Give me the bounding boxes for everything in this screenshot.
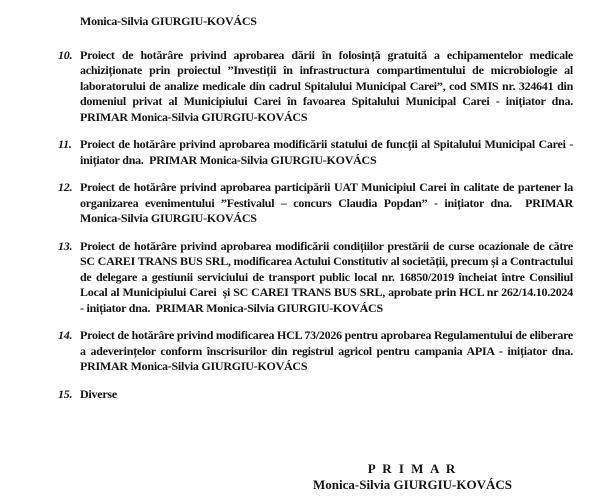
agenda-item-13 bbox=[58, 238, 579, 317]
agenda-item-text: Diverse bbox=[80, 386, 117, 401]
continuation-line: Monica-Silvia GIURGIU-KOVÁCS bbox=[80, 14, 257, 28]
agenda-item-11 bbox=[58, 137, 576, 168]
agenda-item-text: Proiect de hotărâre privind modificarea HCL 73/2026 pentru aprobarea Regulamentului de eliberare a adeverințelor conform înscrisurilor din registrul agricol pentru campania APIA - inițiator dna. PRIMAR Monica-Silvia GIURGIU-KOVÁCS bbox=[80, 328, 579, 373]
agenda-item-15 bbox=[58, 387, 573, 403]
agenda-item-text: Proiect de hotărâre privind aprobarea participării UAT Municipiul Carei în calitate de partener la organizarea evenimentului ”Festivalul – concurs Claudia Popdan” - inițiator dna. PRIMAR Monica-Silvia GIURGIU-KOVÁCS bbox=[80, 180, 576, 225]
agenda-item-12 bbox=[58, 180, 576, 227]
agenda-item-number: 11. bbox=[58, 137, 72, 151]
agenda-item-text: Proiect de hotărâre privind aprobarea modificării condițiilor prestării de curse ocazionale de către SC CAREI TRANS BUS SRL, modificarea Actului Constitutiv al societății, precum și a Contractului de delegare a gestiunii serviciului de transport public local nr. 16850/2019 încheiat între Consiliul Local al Municipiului Carei și SC CAREI TRANS BUS SRL, aprobate prin HCL nr 262/14.10.2024 - inițiator dna. PRIMAR Monica-Silvia GIURGIU-KOVÁCS bbox=[80, 238, 579, 315]
agenda-item-10 bbox=[58, 47, 579, 126]
signature-title: P R I M A R bbox=[367, 461, 458, 476]
agenda-item-number: 12. bbox=[58, 180, 73, 194]
signature-block bbox=[220, 461, 600, 493]
agenda-item-14 bbox=[58, 328, 579, 375]
signature-name: Monica-Silvia GIURGIU-KOVÁCS bbox=[313, 477, 512, 492]
agenda-item-number: 14. bbox=[58, 328, 73, 342]
agenda-item-number: 13. bbox=[58, 238, 73, 253]
agenda-item-text: Proiect de hotărâre privind aprobarea dării în folosință gratuită a echipamentelor medicale achiziționate prin proiectul ”Investiții în infrastructura compartimentului de microbiologie al laboratorului de analize medicale din cadrul Spitalului Municipal Carei”, cod SMIS nr. 324641 din domeniul privat al Municipiului Carei în favoarea Spitalului Municipal Carei - inițiator dna. PRIMAR Monica-Silvia GIURGIU-KOVÁCS bbox=[80, 47, 579, 124]
agenda-content bbox=[58, 14, 579, 414]
agenda-item-number: 10. bbox=[58, 47, 73, 62]
agenda-item-text: Proiect de hotărâre privind aprobarea modificării statului de funcții al Spitalului Municipal Carei - inițiator dna. PRIMAR Monica-Silvia GIURGIU-KOVÁCS bbox=[80, 137, 576, 167]
agenda-item-number: 15. bbox=[58, 386, 73, 401]
